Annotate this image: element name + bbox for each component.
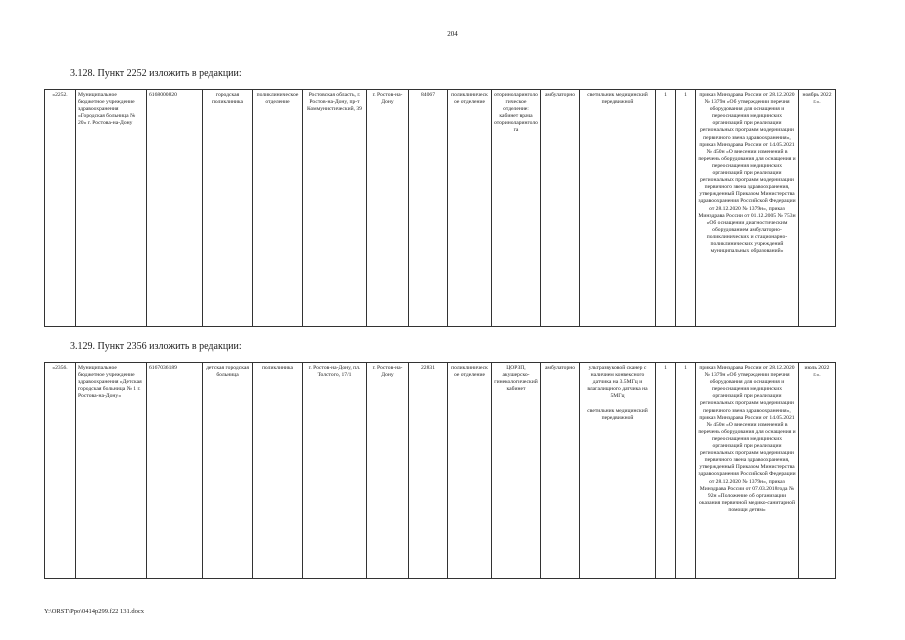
cell-quantity: 1 (656, 363, 676, 579)
footer-file-path: Y:\ORST\Ppo\0414p299.f22 131.docx (44, 608, 144, 615)
cell-quantity: 1 (676, 90, 696, 327)
table-row (45, 90, 836, 327)
cell-legal-basis: приказ Минздрава России от 28.12.2020 № 1379н «Об утверждении перечня оборудования для оснащения и переоснащения медицинских организаций при реализации региональных программ модернизации первичного звена здравоохранения», приказ Минздрава России от 14.05.2021 № 450н «О внесении изменений в перечень оборудования для оснащения и переоснащения медицинских организаций при реализации региональных программ модернизации первичного звена здравоохранения, утвержденный Приказом Министерства здравоохранения Российской Федерации от 28.12.2020 № 1379н», приказ Минздрава России от 07.03.2018года № 92н «Положение об организации оказания первичной медико-санитарной помощи детям» (696, 363, 799, 579)
section-heading-3-128: 3.128. Пункт 2252 изложить в редакции: (70, 68, 242, 79)
cell-code: 6167036189 (147, 363, 203, 579)
cell-organization: Муниципальное бюджетное учреждение здравоохранения «Детская городская больница № 1 г. Ростова-на-Дону» (76, 363, 147, 579)
cell-date: июль 2022 г.». (799, 363, 836, 579)
cell-number: «2252. (45, 90, 76, 327)
cell-unit: детская городская больница (203, 363, 253, 579)
cell-subdepartment: поликлиническое отделение (448, 90, 492, 327)
cell-department: поликлиническое отделение (253, 90, 303, 327)
cell-equipment: ультразвуковой сканер с наличием конвексного датчика на 3.5МГц и влагалищного датчика на 5МГц светильник медицинский передвижной (580, 363, 656, 579)
cell-care-type: амбулаторно (541, 90, 580, 327)
cell-unit: городская поликлиника (203, 90, 253, 327)
cell-organization: Муниципальное бюджетное учреждение здравоохранения «Городская больница № 20» г. Ростова-на-Дону (76, 90, 147, 327)
cell-address: Ростовская область, г. Ростов-на-Дону, пр-т Коммунистический, 39 (303, 90, 367, 327)
register-table-2252 (44, 89, 836, 327)
cell-date: ноябрь 2022 г.». (799, 90, 836, 327)
cell-room: ЦОРЗП, акушерско-гинекологический кабинет (492, 363, 541, 579)
cell-number: «2356. (45, 363, 76, 579)
table-row (45, 363, 836, 579)
cell-legal-basis: приказ Минздрава России от 28.12.2020 № 1379н «Об утверждении перечня оборудования для оснащения и переоснащения медицинских организаций при реализации региональных программ модернизации первичного звена здравоохранения», приказ Минздрава России от 14.05.2021 № 450н «О внесении изменений в перечень оборудования для оснащения и переоснащения медицинских организаций при реализации региональных программ модернизации первичного звена здравоохранения, утвержденный Приказом Министерства здравоохранения Российской Федерации от 28.12.2020 № 1379н», приказ Минздрава России от 01.12.2005 № 753н «Об оснащении диагностическим оборудованием амбулаторно-поликлинических и стационарно-поликлинических учреждений муниципальных образований» (696, 90, 799, 327)
cell-address: г. Ростов-на-Дону, пл. Толстого, 17/1 (303, 363, 367, 579)
cell-equipment: светильник медицинский передвижной (580, 90, 656, 327)
section-heading-3-129: 3.129. Пункт 2356 изложить в редакции: (70, 341, 242, 352)
cell-department: поликлиника (253, 363, 303, 579)
cell-subdepartment: поликлиническое отделение (448, 363, 492, 579)
cell-quantity: 1 (656, 90, 676, 327)
cell-code: 6168000820 (147, 90, 203, 327)
cell-index: 84067 (409, 90, 448, 327)
register-table-2356 (44, 362, 836, 579)
cell-city: г. Ростов-на-Дону (367, 90, 409, 327)
page-number: 204 (447, 30, 458, 38)
cell-city: г. Ростов-на-Дону (367, 363, 409, 579)
cell-index: 22831 (409, 363, 448, 579)
cell-care-type: амбулаторно (541, 363, 580, 579)
cell-room: оториноларингологическое отделение: кабинет врача оториноларинголога (492, 90, 541, 327)
cell-quantity: 1 (676, 363, 696, 579)
